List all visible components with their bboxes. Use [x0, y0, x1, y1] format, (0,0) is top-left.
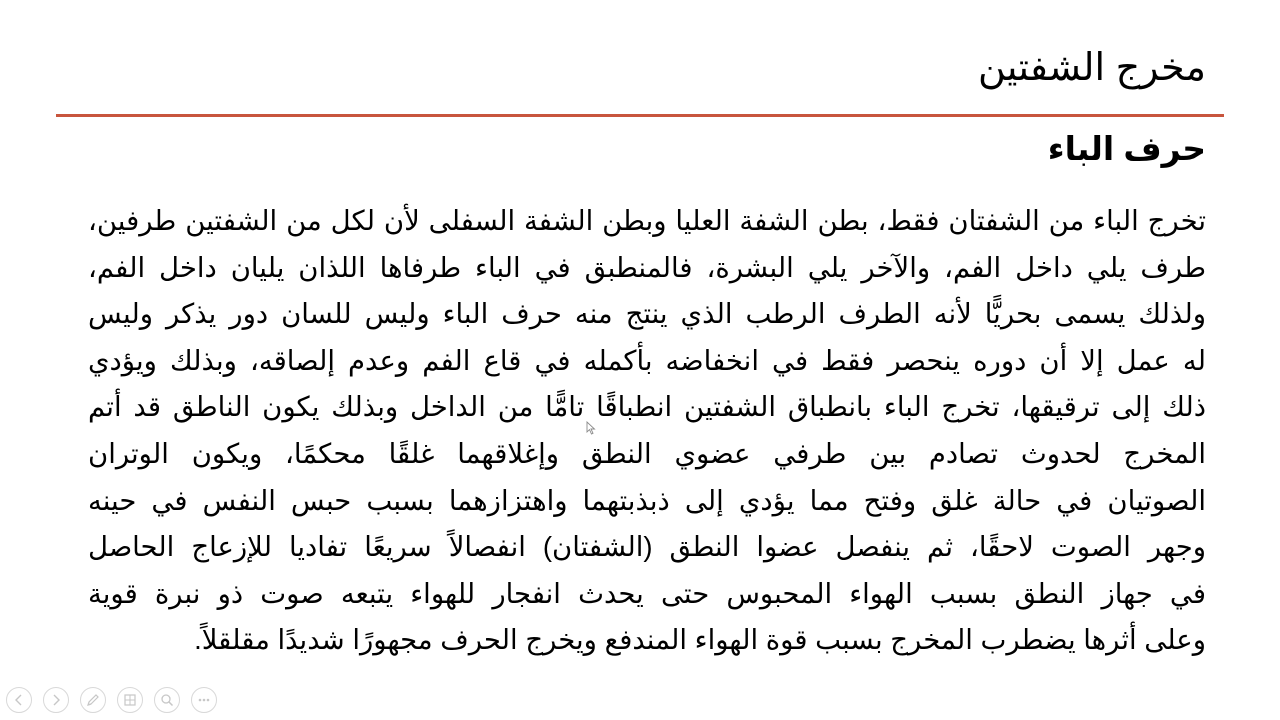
body-line: وجهر الصوت لاحقًا، ثم ينفصل عضوا النطق (الشفتان) انفصالاً سريعًا تفاديا للإزعاج الحاصل [88, 531, 1206, 563]
slide-subtitle: حرف الباء [1047, 130, 1206, 167]
body-line: له عمل إلا أن دوره ينحصر فقط في انخفاضه بأكمله في قاع الفم وعدم إلصاقه، وبذلك ويؤدي [88, 344, 1206, 376]
next-slide-button[interactable] [43, 687, 69, 713]
title-divider [56, 114, 1224, 117]
body-line: الصوتيان في حالة غلق وفتح مما يؤدي إلى ذبذبتهما واهتزازهما بسبب حبس النفس في حينه [88, 484, 1206, 516]
body-line: ولذلك يسمى بحريًّا لأنه الطرف الرطب الذي ينتج منه حرف الباء وليس للسان دور يذكر وليس [88, 298, 1206, 330]
slides-grid-button[interactable] [117, 687, 143, 713]
zoom-icon [159, 692, 175, 708]
more-options-button[interactable] [191, 687, 217, 713]
slide-title: مخرج الشفتين [977, 47, 1206, 89]
body-line: وعلى أثرها يضطرب المخرج بسبب قوة الهواء المندفع ويخرج الحرف مجهورًا شديدًا مقلقلاً. [194, 624, 1206, 656]
slides-grid-icon [122, 692, 138, 708]
zoom-button[interactable] [154, 687, 180, 713]
body-line: في جهاز النطق بسبب الهواء المحبوس حتى يحدث انفجار للهواء يتبعه صوت ذو نبرة قوية [88, 577, 1206, 609]
pen-icon [85, 692, 101, 708]
body-line: تخرج الباء من الشفتان فقط، بطن الشفة العليا وبطن الشفة السفلى لأن لكل من الشفتين طرفين، [88, 205, 1206, 236]
slideshow-toolbar [6, 687, 217, 713]
more-options-icon [196, 692, 212, 708]
pen-button[interactable] [80, 687, 106, 713]
next-slide-icon [48, 692, 64, 708]
previous-slide-button[interactable] [6, 687, 32, 713]
body-line: ذلك إلى ترقيقها، تخرج الباء بانطباق الشفتين انطباقًا تامًّا من الداخل وبذلك يكون الناطق قد أتم [88, 391, 1206, 423]
body-line: المخرج لحدوث تصادم بين طرفي عضوي النطق وإغلاقهما غلقًا محكمًا، ويكون الوتران [88, 437, 1206, 469]
mouse-cursor-icon [586, 421, 596, 435]
previous-slide-icon [11, 692, 27, 708]
body-line: طرف يلي داخل الفم، والآخر يلي البشرة، فالمنطبق في الباء طرفاها اللذان يليان داخل الفم، [88, 251, 1206, 283]
slide-body [88, 198, 1206, 664]
